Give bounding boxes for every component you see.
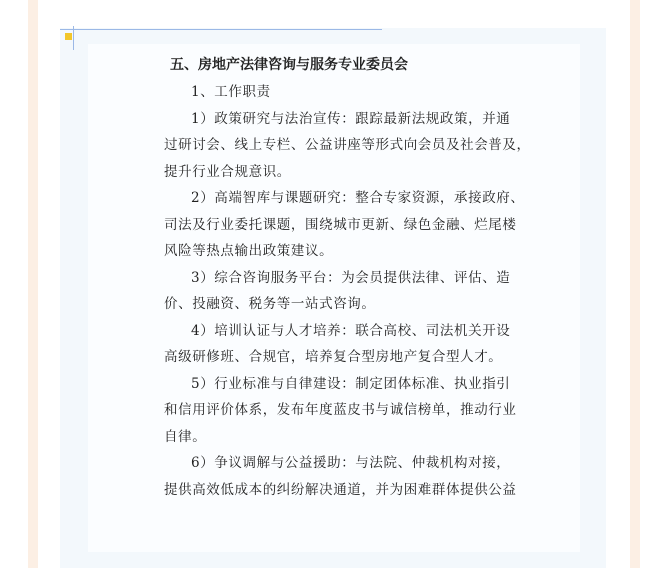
paragraph-line: 和信用评价体系，发布年度蓝皮书与诚信榜单，推动行业 — [164, 402, 517, 418]
document-body — [164, 52, 531, 503]
right-border-stripe — [630, 0, 640, 568]
paragraph-line: 提升行业合规意识。 — [164, 163, 291, 180]
decorative-horizontal-line — [60, 29, 382, 30]
decorative-vertical-line — [73, 26, 74, 50]
paragraph-line: 2）高端智库与课题研究：整合专家资源，承接政府、 — [191, 190, 525, 206]
paragraph-line: 自律。 — [164, 428, 207, 445]
subsection-heading: 1、工作职责 — [191, 84, 271, 100]
paragraph-line: 风险等热点输出政策建议。 — [164, 243, 334, 259]
paragraph-line: 3）综合咨询服务平台：为会员提供法律、评估、造 — [191, 269, 511, 286]
section-heading: 五、房地产法律咨询与服务专业委员会 — [170, 57, 408, 73]
decorative-yellow-square — [65, 33, 72, 40]
paragraph-line: 4）培训认证与人才培养：联合高校、司法机关开设 — [191, 322, 511, 339]
paragraph-line: 5）行业标准与自律建设：制定团体标准、执业指引 — [191, 375, 511, 392]
left-border-stripe — [28, 0, 38, 568]
paragraph-line: 6）争议调解与公益援助：与法院、仲裁机构对接， — [191, 455, 511, 471]
paragraph-line: 司法及行业委托课题，围绕城市更新、绿色金融、烂尾楼 — [164, 216, 517, 233]
paragraph-line: 价、投融资、税务等一站式咨询。 — [164, 296, 376, 312]
paragraph-line: 过研讨会、线上专栏、公益讲座等形式向会员及社会普及， — [164, 137, 531, 153]
paragraph-line: 提供高效低成本的纠纷解决通道，并为困难群体提供公益 — [164, 481, 517, 498]
paragraph-line: 1）政策研究与法治宣传：跟踪最新法规政策，并通 — [191, 110, 511, 127]
paragraph-line: 高级研修班、合规官，培养复合型房地产复合型人才。 — [164, 349, 503, 365]
